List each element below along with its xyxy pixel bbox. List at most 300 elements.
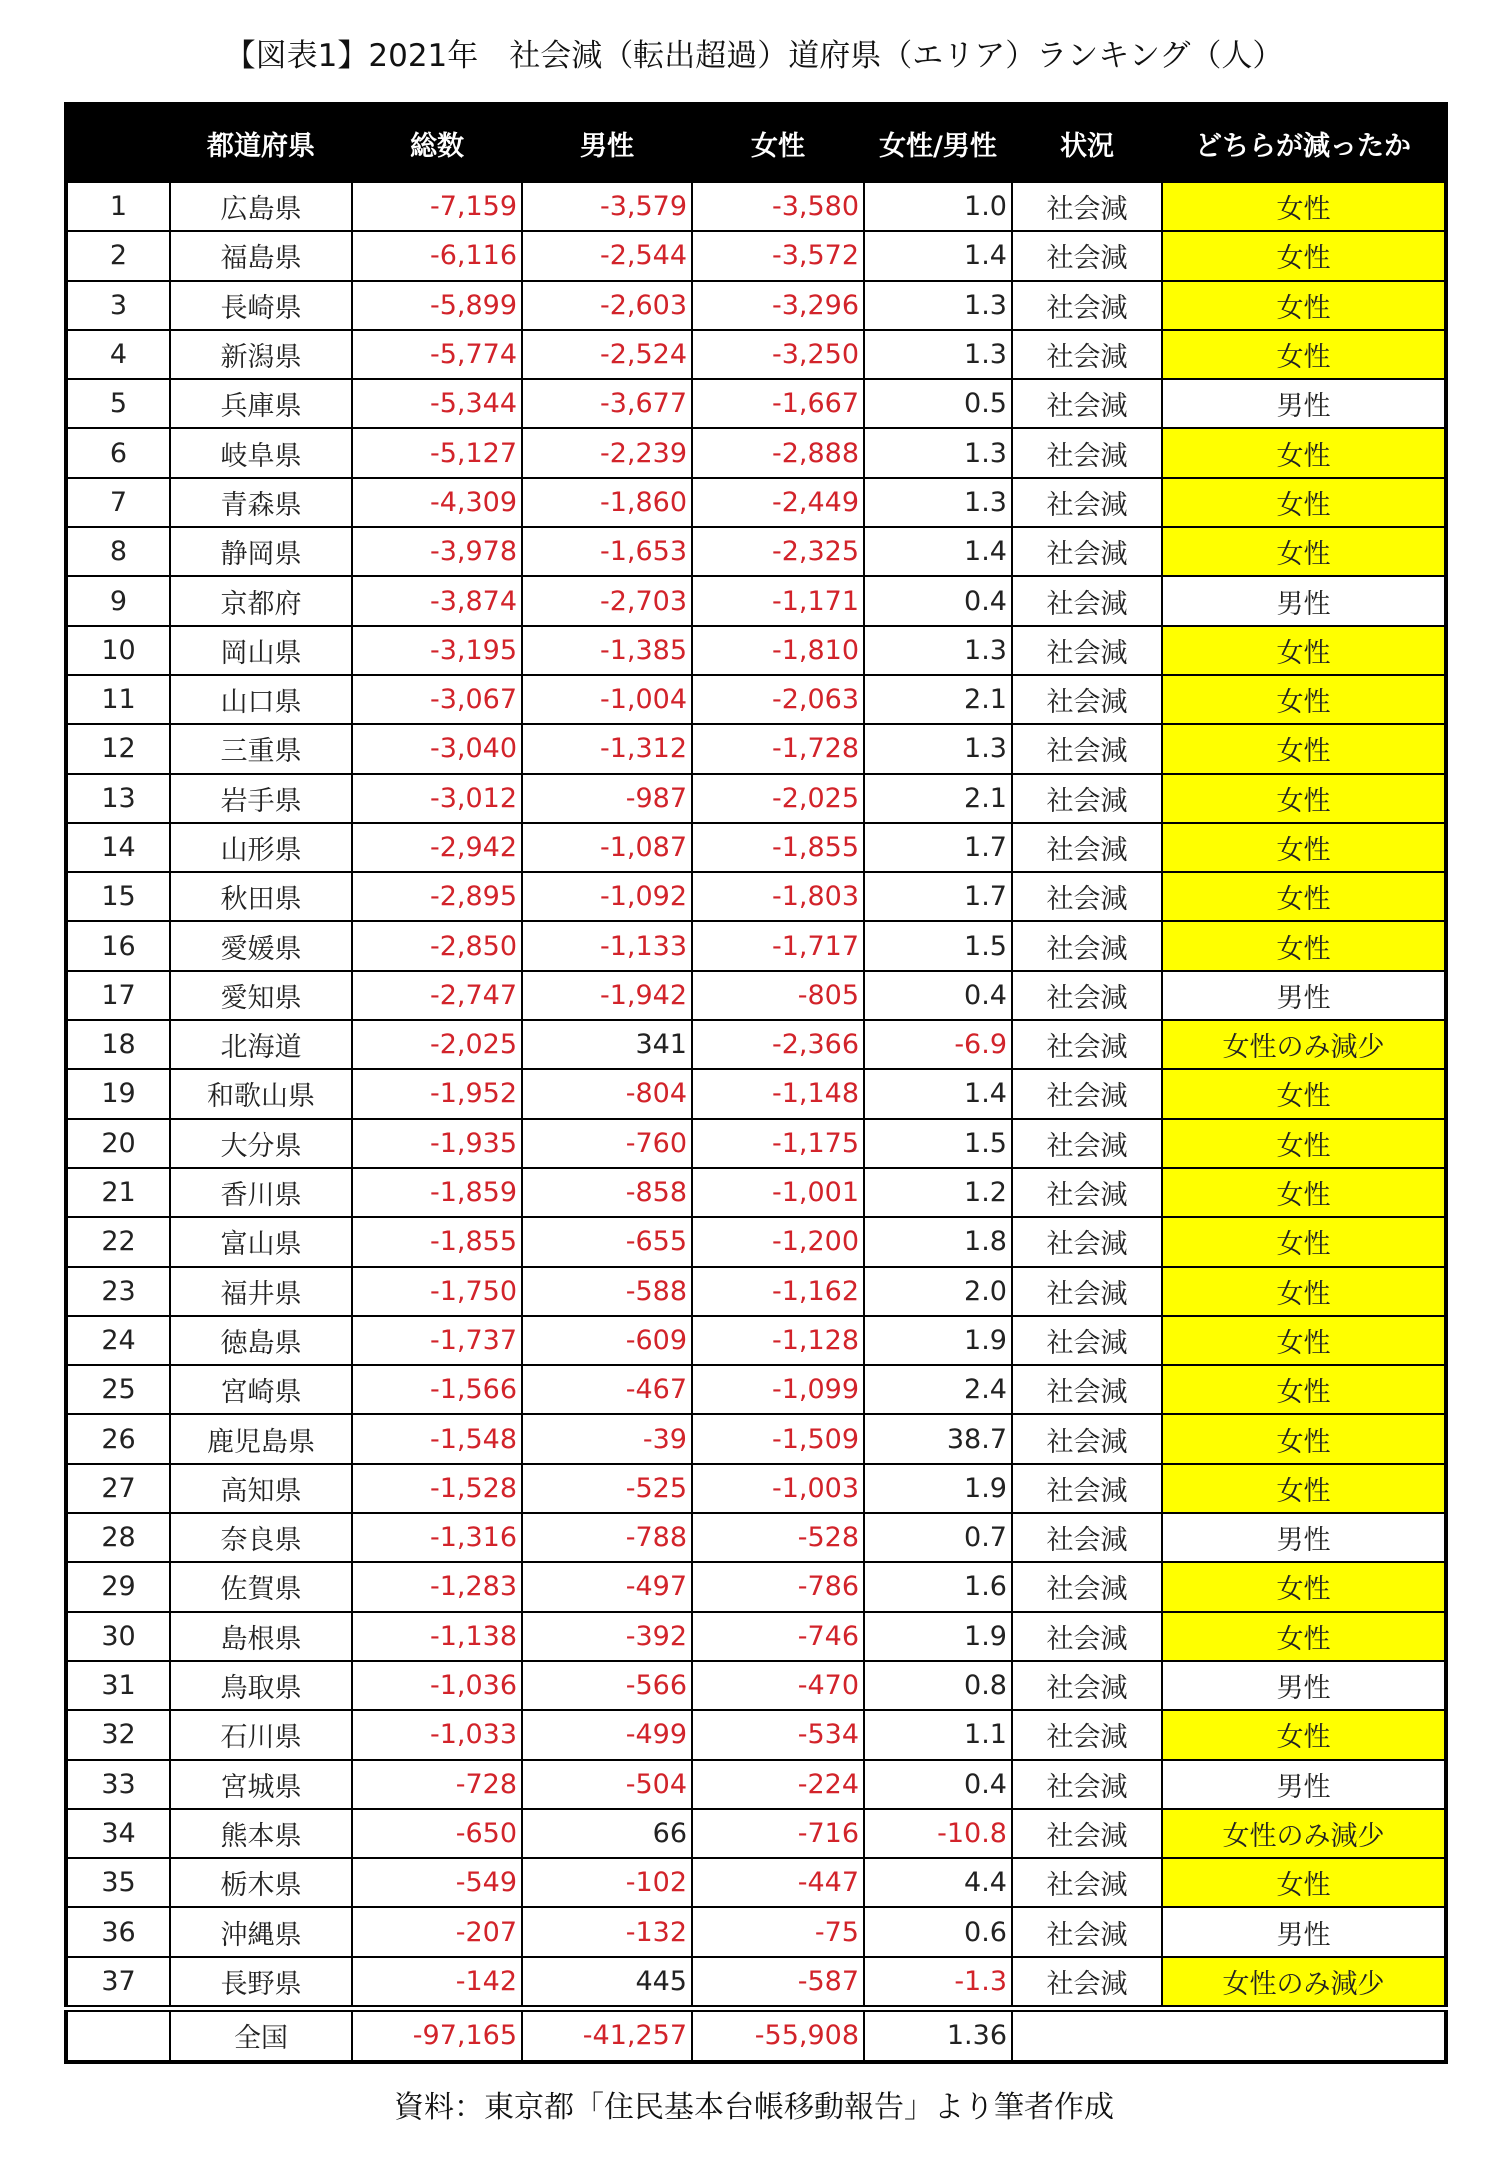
female-cell: -1,099 [692,1365,864,1414]
which-decreased-cell: 女性 [1162,823,1446,872]
rank-cell: 20 [66,1119,170,1168]
rank-cell: 1 [66,182,170,231]
which-decreased-cell: 女性 [1162,1069,1446,1118]
rank-cell: 15 [66,872,170,921]
male-cell: -1,087 [522,823,692,872]
which-decreased-cell: 女性 [1162,182,1446,231]
male-cell: -132 [522,1907,692,1956]
total-rank [66,2008,170,2062]
male-cell: -788 [522,1513,692,1562]
which-decreased-cell: 女性 [1162,1414,1446,1463]
prefecture-cell: 愛知県 [170,971,352,1020]
total-cell: -728 [352,1760,522,1809]
male-cell: -987 [522,774,692,823]
table-row [66,872,1446,921]
col-header-rank [66,104,170,182]
status-cell: 社会減 [1012,1267,1162,1316]
total-cell: -3,978 [352,527,522,576]
female-cell: -746 [692,1612,864,1661]
which-decreased-cell: 女性 [1162,1119,1446,1168]
male-cell: -1,942 [522,971,692,1020]
rank-cell: 16 [66,921,170,970]
status-cell: 社会減 [1012,774,1162,823]
female-cell: -805 [692,971,864,1020]
prefecture-cell: 大分県 [170,1119,352,1168]
rank-cell: 27 [66,1464,170,1513]
prefecture-cell: 三重県 [170,724,352,773]
male-cell: -2,703 [522,576,692,625]
female-cell: -2,063 [692,675,864,724]
ratio-cell: 1.4 [864,1069,1012,1118]
table-row [66,231,1446,280]
prefecture-cell: 福井県 [170,1267,352,1316]
status-cell: 社会減 [1012,281,1162,330]
table-row [66,1365,1446,1414]
total-label: 全国 [170,2008,352,2062]
male-cell: -467 [522,1365,692,1414]
female-cell: -716 [692,1809,864,1858]
total-cell: -1,855 [352,1217,522,1266]
which-decreased-cell: 女性 [1162,1562,1446,1611]
status-cell: 社会減 [1012,182,1162,231]
rank-cell: 11 [66,675,170,724]
total-cell: -3,195 [352,626,522,675]
ratio-cell: 1.9 [864,1612,1012,1661]
male-cell: -3,677 [522,379,692,428]
table-row [66,281,1446,330]
table-row [66,1316,1446,1365]
rank-cell: 28 [66,1513,170,1562]
ratio-cell: 0.7 [864,1513,1012,1562]
col-header-status: 状況 [1012,104,1162,182]
header-row [66,104,1446,182]
ratio-cell: -1.3 [864,1957,1012,2009]
ratio-cell: 1.7 [864,823,1012,872]
table-title: 【図表1】2021年 社会減（転出超過）道府県（エリア）ランキング（人） [224,38,1284,74]
male-cell: -655 [522,1217,692,1266]
which-decreased-cell: 男性 [1162,379,1446,428]
which-decreased-cell: 女性 [1162,1858,1446,1907]
rank-cell: 22 [66,1217,170,1266]
table-row [66,428,1446,477]
male-cell: 66 [522,1809,692,1858]
total-total: -97,165 [352,2008,522,2062]
table-row [66,675,1446,724]
ratio-cell: 1.6 [864,1562,1012,1611]
status-cell: 社会減 [1012,231,1162,280]
total-ratio: 1.36 [864,2008,1012,2062]
prefecture-cell: 栃木県 [170,1858,352,1907]
prefecture-cell: 秋田県 [170,872,352,921]
which-decreased-cell: 女性 [1162,872,1446,921]
rank-cell: 29 [66,1562,170,1611]
which-decreased-cell: 女性 [1162,1217,1446,1266]
which-decreased-cell: 女性 [1162,1316,1446,1365]
ratio-cell: 1.5 [864,1119,1012,1168]
ratio-cell: -6.9 [864,1020,1012,1069]
prefecture-cell: 山形県 [170,823,352,872]
rank-cell: 3 [66,281,170,330]
total-cell: -549 [352,1858,522,1907]
prefecture-cell: 岐阜県 [170,428,352,477]
male-cell: -504 [522,1760,692,1809]
table-row [66,626,1446,675]
male-cell: -609 [522,1316,692,1365]
which-decreased-cell: 男性 [1162,971,1446,1020]
which-decreased-cell: 女性のみ減少 [1162,1809,1446,1858]
status-cell: 社会減 [1012,478,1162,527]
rank-cell: 35 [66,1858,170,1907]
status-cell: 社会減 [1012,1069,1162,1118]
col-header-total: 総数 [352,104,522,182]
female-cell: -1,803 [692,872,864,921]
female-cell: -2,325 [692,527,864,576]
ratio-cell: 1.3 [864,626,1012,675]
rank-cell: 5 [66,379,170,428]
status-cell: 社会減 [1012,1858,1162,1907]
male-cell: -392 [522,1612,692,1661]
total-cell: -6,116 [352,231,522,280]
female-cell: -1,728 [692,724,864,773]
ratio-cell: 0.4 [864,971,1012,1020]
table-row [66,1414,1446,1463]
rank-cell: 34 [66,1809,170,1858]
ratio-cell: 4.4 [864,1858,1012,1907]
total-cell: -1,548 [352,1414,522,1463]
male-cell: -804 [522,1069,692,1118]
total-empty [1012,2008,1446,2062]
total-cell: -1,033 [352,1710,522,1759]
which-decreased-cell: 女性のみ減少 [1162,1957,1446,2009]
table-row [66,330,1446,379]
total-cell: -4,309 [352,478,522,527]
total-male: -41,257 [522,2008,692,2062]
female-cell: -2,449 [692,478,864,527]
total-cell: -3,040 [352,724,522,773]
ratio-cell: -10.8 [864,1809,1012,1858]
rank-cell: 7 [66,478,170,527]
ratio-cell: 1.1 [864,1710,1012,1759]
rank-cell: 36 [66,1907,170,1956]
rank-cell: 30 [66,1612,170,1661]
female-cell: -1,175 [692,1119,864,1168]
total-cell: -2,747 [352,971,522,1020]
which-decreased-cell: 女性 [1162,1710,1446,1759]
table-row [66,1217,1446,1266]
status-cell: 社会減 [1012,1661,1162,1710]
prefecture-cell: 高知県 [170,1464,352,1513]
ratio-cell: 2.1 [864,774,1012,823]
table-row [66,576,1446,625]
male-cell: -1,860 [522,478,692,527]
ratio-cell: 1.9 [864,1316,1012,1365]
which-decreased-cell: 女性 [1162,1464,1446,1513]
total-cell: -7,159 [352,182,522,231]
female-cell: -3,250 [692,330,864,379]
prefecture-cell: 長野県 [170,1957,352,2009]
total-cell: -1,528 [352,1464,522,1513]
total-cell: -3,874 [352,576,522,625]
male-cell: -1,133 [522,921,692,970]
which-decreased-cell: 女性 [1162,1267,1446,1316]
rank-cell: 14 [66,823,170,872]
total-female: -55,908 [692,2008,864,2062]
table-row [66,1464,1446,1513]
which-decreased-cell: 女性 [1162,1168,1446,1217]
status-cell: 社会減 [1012,872,1162,921]
ratio-cell: 1.3 [864,724,1012,773]
female-cell: -786 [692,1562,864,1611]
which-decreased-cell: 男性 [1162,1760,1446,1809]
female-cell: -1,810 [692,626,864,675]
rank-cell: 24 [66,1316,170,1365]
table-row [66,1267,1446,1316]
ratio-cell: 1.3 [864,281,1012,330]
col-header-which-decreased: どちらが減ったか [1162,104,1446,182]
rank-cell: 33 [66,1760,170,1809]
female-cell: -1,128 [692,1316,864,1365]
ratio-cell: 1.3 [864,478,1012,527]
table-row [66,971,1446,1020]
prefecture-cell: 青森県 [170,478,352,527]
ratio-cell: 2.1 [864,675,1012,724]
status-cell: 社会減 [1012,1217,1162,1266]
male-cell: -497 [522,1562,692,1611]
male-cell: -858 [522,1168,692,1217]
table-row [66,1858,1446,1907]
male-cell: -566 [522,1661,692,1710]
status-cell: 社会減 [1012,971,1162,1020]
total-cell: -1,566 [352,1365,522,1414]
total-cell: -3,012 [352,774,522,823]
prefecture-cell: 新潟県 [170,330,352,379]
prefecture-cell: 兵庫県 [170,379,352,428]
status-cell: 社会減 [1012,1464,1162,1513]
prefecture-cell: 岩手県 [170,774,352,823]
male-cell: 445 [522,1957,692,2009]
female-cell: -75 [692,1907,864,1956]
total-cell: -1,750 [352,1267,522,1316]
prefecture-cell: 和歌山県 [170,1069,352,1118]
which-decreased-cell: 女性 [1162,478,1446,527]
which-decreased-cell: 男性 [1162,1513,1446,1562]
status-cell: 社会減 [1012,428,1162,477]
table-row [66,1513,1446,1562]
total-cell: -1,859 [352,1168,522,1217]
female-cell: -224 [692,1760,864,1809]
prefecture-cell: 広島県 [170,182,352,231]
table-row [66,182,1446,231]
table-row [66,379,1446,428]
status-cell: 社会減 [1012,921,1162,970]
ratio-cell: 1.3 [864,428,1012,477]
prefecture-cell: 沖縄県 [170,1907,352,1956]
status-cell: 社会減 [1012,1809,1162,1858]
rank-cell: 26 [66,1414,170,1463]
table-row [66,724,1446,773]
ratio-cell: 1.7 [864,872,1012,921]
prefecture-cell: 愛媛県 [170,921,352,970]
total-cell: -207 [352,1907,522,1956]
which-decreased-cell: 女性 [1162,428,1446,477]
prefecture-cell: 佐賀県 [170,1562,352,1611]
female-cell: -1,001 [692,1168,864,1217]
ratio-cell: 0.4 [864,1760,1012,1809]
female-cell: -3,296 [692,281,864,330]
table-body [66,182,1446,2008]
ratio-cell: 0.5 [864,379,1012,428]
rank-cell: 23 [66,1267,170,1316]
prefecture-cell: 奈良県 [170,1513,352,1562]
rank-cell: 37 [66,1957,170,2009]
rank-cell: 6 [66,428,170,477]
female-cell: -3,572 [692,231,864,280]
total-cell: -1,952 [352,1069,522,1118]
table-row [66,921,1446,970]
total-cell: -1,737 [352,1316,522,1365]
status-cell: 社会減 [1012,724,1162,773]
status-cell: 社会減 [1012,1760,1162,1809]
table-row [66,1710,1446,1759]
rank-cell: 19 [66,1069,170,1118]
status-cell: 社会減 [1012,1957,1162,2009]
ratio-cell: 1.9 [864,1464,1012,1513]
female-cell: -1,003 [692,1464,864,1513]
rank-cell: 13 [66,774,170,823]
which-decreased-cell: 女性 [1162,921,1446,970]
col-header-prefecture: 都道府県 [170,104,352,182]
ratio-cell: 1.5 [864,921,1012,970]
status-cell: 社会減 [1012,1020,1162,1069]
ratio-cell: 0.8 [864,1661,1012,1710]
which-decreased-cell: 男性 [1162,1661,1446,1710]
ratio-cell: 1.0 [864,182,1012,231]
table-row [66,1957,1446,2009]
which-decreased-cell: 女性 [1162,1365,1446,1414]
prefecture-cell: 長崎県 [170,281,352,330]
which-decreased-cell: 女性 [1162,774,1446,823]
male-cell: -1,004 [522,675,692,724]
table-row [66,478,1446,527]
female-cell: -1,667 [692,379,864,428]
prefecture-cell: 富山県 [170,1217,352,1266]
prefecture-cell: 北海道 [170,1020,352,1069]
status-cell: 社会減 [1012,1513,1162,1562]
male-cell: -1,653 [522,527,692,576]
ratio-cell: 1.4 [864,231,1012,280]
rank-cell: 8 [66,527,170,576]
female-cell: -1,171 [692,576,864,625]
prefecture-cell: 熊本県 [170,1809,352,1858]
rank-cell: 25 [66,1365,170,1414]
male-cell: -2,239 [522,428,692,477]
rank-cell: 10 [66,626,170,675]
female-cell: -1,509 [692,1414,864,1463]
which-decreased-cell: 男性 [1162,576,1446,625]
male-cell: -1,092 [522,872,692,921]
ratio-cell: 0.6 [864,1907,1012,1956]
ratio-cell: 38.7 [864,1414,1012,1463]
total-cell: -5,774 [352,330,522,379]
total-row [66,2008,1446,2062]
male-cell: 341 [522,1020,692,1069]
rank-cell: 32 [66,1710,170,1759]
prefecture-cell: 岡山県 [170,626,352,675]
female-cell: -3,580 [692,182,864,231]
which-decreased-cell: 女性 [1162,724,1446,773]
ratio-cell: 1.2 [864,1168,1012,1217]
ratio-cell: 1.4 [864,527,1012,576]
female-cell: -1,148 [692,1069,864,1118]
which-decreased-cell: 女性 [1162,626,1446,675]
prefecture-cell: 徳島県 [170,1316,352,1365]
total-cell: -1,036 [352,1661,522,1710]
male-cell: -39 [522,1414,692,1463]
total-cell: -1,138 [352,1612,522,1661]
table-row [66,1661,1446,1710]
total-cell: -3,067 [352,675,522,724]
prefecture-cell: 静岡県 [170,527,352,576]
total-cell: -1,316 [352,1513,522,1562]
table-row [66,1612,1446,1661]
prefecture-cell: 山口県 [170,675,352,724]
female-cell: -1,717 [692,921,864,970]
status-cell: 社会減 [1012,527,1162,576]
prefecture-cell: 鳥取県 [170,1661,352,1710]
female-cell: -587 [692,1957,864,2009]
prefecture-cell: 石川県 [170,1710,352,1759]
rank-cell: 2 [66,231,170,280]
status-cell: 社会減 [1012,1365,1162,1414]
total-cell: -2,942 [352,823,522,872]
col-header-male: 男性 [522,104,692,182]
total-cell: -2,895 [352,872,522,921]
total-cell: -650 [352,1809,522,1858]
female-cell: -470 [692,1661,864,1710]
rank-cell: 17 [66,971,170,1020]
which-decreased-cell: 女性 [1162,1612,1446,1661]
total-cell: -1,283 [352,1562,522,1611]
rank-cell: 31 [66,1661,170,1710]
female-cell: -2,025 [692,774,864,823]
female-cell: -1,200 [692,1217,864,1266]
rank-cell: 4 [66,330,170,379]
female-cell: -1,855 [692,823,864,872]
female-cell: -2,888 [692,428,864,477]
ranking-table [64,102,1448,2064]
rank-cell: 12 [66,724,170,773]
ratio-cell: 1.8 [864,1217,1012,1266]
total-cell: -5,899 [352,281,522,330]
table-row [66,1907,1446,1956]
total-cell: -2,850 [352,921,522,970]
table-row [66,823,1446,872]
status-cell: 社会減 [1012,1168,1162,1217]
table-row [66,1119,1446,1168]
table-row [66,1562,1446,1611]
status-cell: 社会減 [1012,1710,1162,1759]
male-cell: -525 [522,1464,692,1513]
male-cell: -499 [522,1710,692,1759]
source-note: 資料：東京都「住民基本台帳移動報告」より筆者作成 [394,2090,1114,2125]
male-cell: -1,312 [522,724,692,773]
male-cell: -760 [522,1119,692,1168]
which-decreased-cell: 女性のみ減少 [1162,1020,1446,1069]
table-row [66,1069,1446,1118]
table-row [66,527,1446,576]
rank-cell: 21 [66,1168,170,1217]
female-cell: -528 [692,1513,864,1562]
